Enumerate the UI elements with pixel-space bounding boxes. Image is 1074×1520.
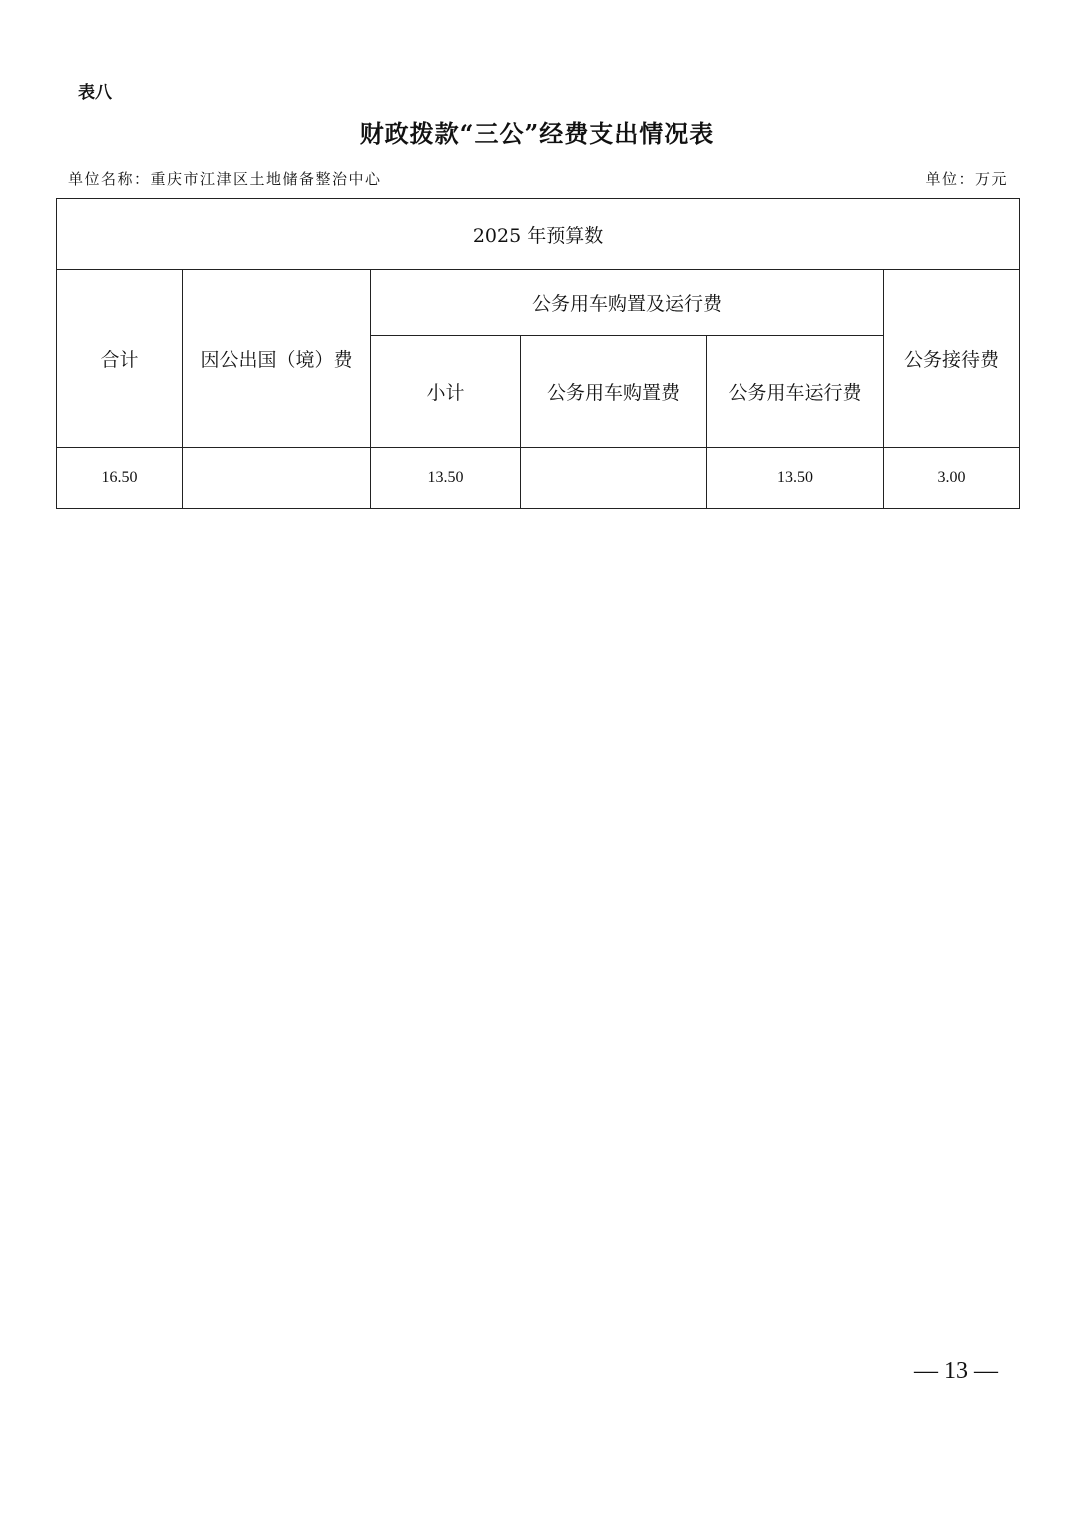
page-title: 财政拨款“三公”经费支出情况表: [359, 119, 715, 148]
table-row: [57, 448, 1020, 509]
header-vehicle-group: 公务用车购置及运行费: [371, 270, 884, 336]
cell-overseas: [183, 448, 371, 509]
cell-subtotal: 13.50: [371, 448, 521, 509]
cell-vehicle-operation: 13.50: [707, 448, 884, 509]
unit-name: 单位名称：重庆市江津区土地储备整治中心: [68, 170, 382, 188]
table-tag: 表八: [78, 83, 112, 103]
cell-total: 16.50: [57, 448, 183, 509]
header-vehicle-operation: 公务用车运行费: [707, 336, 884, 448]
unit-label: 单位：万元: [925, 170, 1008, 188]
header-reception: 公务接待费: [884, 270, 1020, 448]
header-row-1: [57, 270, 1020, 336]
year-header: 2025 年预算数: [57, 199, 1020, 270]
header-overseas: 因公出国（境）费: [183, 270, 371, 448]
header-total: 合计: [57, 270, 183, 448]
header-subtotal: 小计: [371, 336, 521, 448]
page-number: — 13 —: [914, 1358, 998, 1384]
budget-table: [56, 198, 1020, 509]
header-vehicle-purchase: 公务用车购置费: [521, 336, 707, 448]
cell-reception: 3.00: [884, 448, 1020, 509]
year-header-row: [57, 199, 1020, 270]
cell-vehicle-purchase: [521, 448, 707, 509]
